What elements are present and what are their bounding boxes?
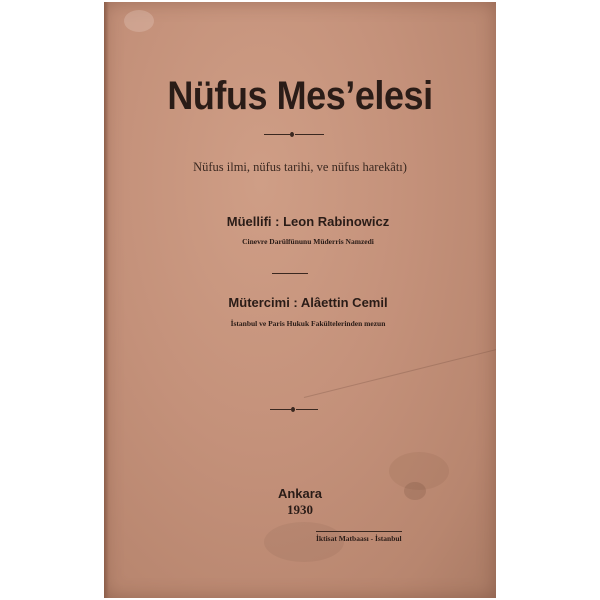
bottom-ornament bbox=[270, 405, 318, 415]
translator-line: Mütercimi : Alâettin Cemil bbox=[228, 295, 388, 310]
publication-year: 1930 bbox=[287, 502, 313, 517]
section-divider bbox=[272, 273, 308, 274]
book-cover bbox=[104, 2, 496, 598]
author-line: Müellifi : Leon Rabinowicz bbox=[226, 214, 390, 229]
title-ornament bbox=[264, 130, 324, 140]
book-subtitle: Nüfus ilmi, nüfus tarihi, ve nüfus harekâtı) bbox=[193, 160, 407, 174]
wear-mark bbox=[124, 10, 154, 32]
publication-city: Ankara bbox=[277, 486, 323, 501]
book-title: Nüfus Mes’elesi bbox=[167, 74, 433, 118]
translator-note: İstanbul ve Paris Hukuk Fakültelerinden mezun bbox=[230, 319, 386, 328]
printer-imprint: İktisat Matbaası - İstanbul bbox=[316, 531, 402, 543]
paper-crease bbox=[304, 349, 496, 398]
author-note: Cinevre Darülfünunu Müderris Namzedi bbox=[242, 237, 374, 246]
